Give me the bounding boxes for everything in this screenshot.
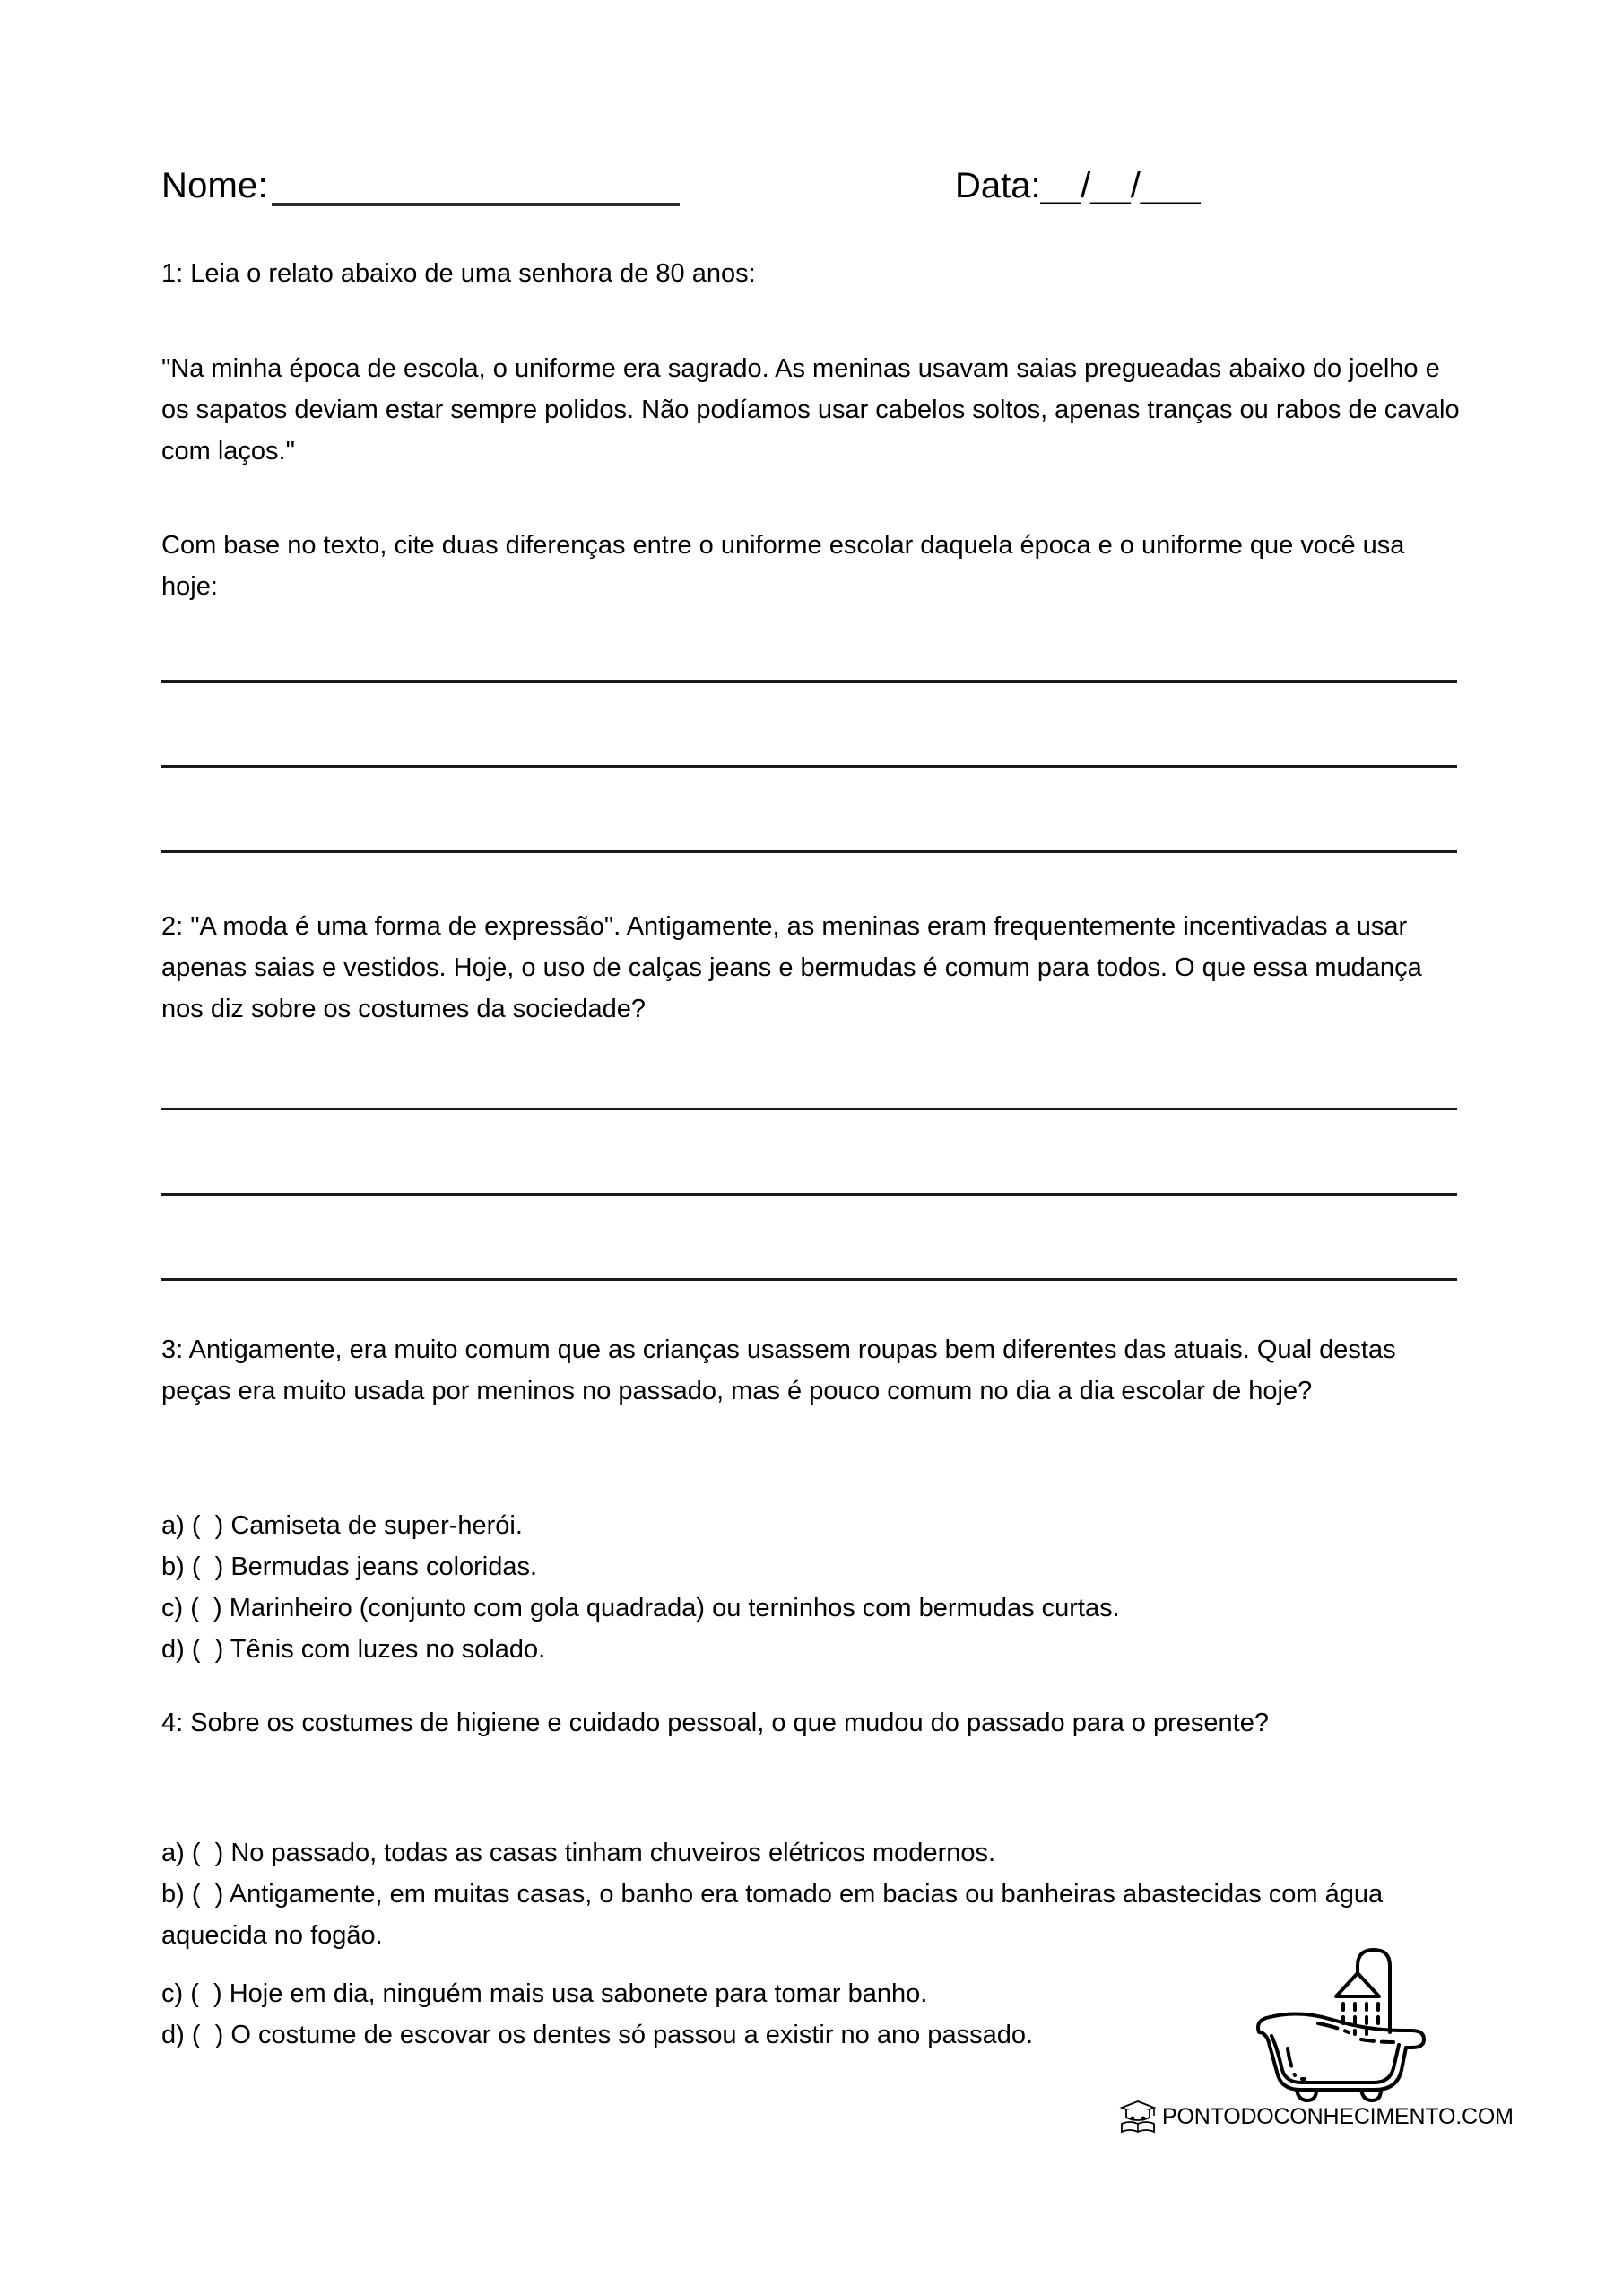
name-label: Nome: [161,166,268,205]
question-3-prompt: 3: Antigamente, era muito comum que as crianças usassem roupas bem diferentes das atuais. Qual destas peças era muito usada por meninos no passado, mas é pouco comum no dia a dia escolar de hoje? [161,1335,1403,1405]
logo-text: PONTODOCONHECIMENTO.COM [1162,2103,1514,2129]
name-field[interactable] [161,166,680,206]
bathtub-illustration [1236,1926,1451,2106]
question-4-option-d[interactable]: d) ( ) O costume de escovar os dentes só passou a existir no ano passado. [161,2021,1034,2049]
date-blanks[interactable]: __/__/___ [1040,166,1201,205]
question-1-passage: "Na minha época de escola, o uniforme era sagrado. As meninas usavam saias pregueadas abaixo do joelho e os sapatos deviam estar sempre polidos. Não podíamos usar cabelos soltos, apenas tranças ou rabos de cavalo com laços." [161,354,1467,465]
question-3-option-a[interactable]: a) ( ) Camiseta de super-herói. [161,1511,523,1540]
student-header [161,166,1462,238]
question-3-option-c[interactable]: c) ( ) Marinheiro (conjunto com gola quadrada) ou terninhos com bermudas curtas. [161,1594,1120,1622]
tub-inner-highlight [1288,2048,1295,2075]
tub-highlight [1361,2039,1393,2042]
graduation-cap-book-icon [1119,2099,1157,2135]
name-write-rule[interactable] [272,203,680,206]
answer-line[interactable] [161,1278,1457,1281]
bathtub-shower-icon [1236,1926,1451,2106]
question-4-option-c[interactable]: c) ( ) Hoje em dia, ninguém mais usa sabonete para tomar banho. [161,1979,928,2008]
answer-line[interactable] [161,765,1457,768]
question-3-option-d[interactable]: d) ( ) Tênis com luzes no solado. [161,1635,546,1664]
shower-head [1336,1973,1379,1996]
site-logo [1119,2099,1514,2135]
answer-line[interactable] [161,1108,1457,1110]
question-4-option-b[interactable]: b) ( ) Antigamente, em muitas casas, o banho era tomado em bacias ou banheiras abastecidas com água aquecida no fogão. [161,1880,1391,1950]
question-1-prompt: 1: Leia o relato abaixo de uma senhora de 80 anos: [161,259,756,288]
question-1-instruction: Com base no texto, cite duas diferenças entre o uniforme escolar daquela época e o uniforme que você usa hoje: [161,531,1412,601]
question-2-prompt: 2: "A moda é uma forma de expressão". Antigamente, as meninas eram frequentemente incentivadas a usar apenas saias e vestidos. Hoje, o uso de calças jeans e bermudas é comum para todos. O que essa mudança nos diz sobre os costumes da sociedade? [161,912,1429,1023]
answer-line[interactable] [161,680,1457,683]
question-4-prompt: 4: Sobre os costumes de higiene e cuidado pessoal, o que mudou do passado para o presente? [161,1709,1269,1737]
answer-line[interactable] [161,1193,1457,1196]
question-3-option-b[interactable]: b) ( ) Bermudas jeans coloridas. [161,1552,538,1581]
question-4-option-a[interactable]: a) ( ) No passado, todas as casas tinham chuveiros elétricos modernos. [161,1839,996,1867]
date-label: Data: [955,166,1041,205]
date-field[interactable] [955,166,1201,206]
answer-line[interactable] [161,850,1457,853]
